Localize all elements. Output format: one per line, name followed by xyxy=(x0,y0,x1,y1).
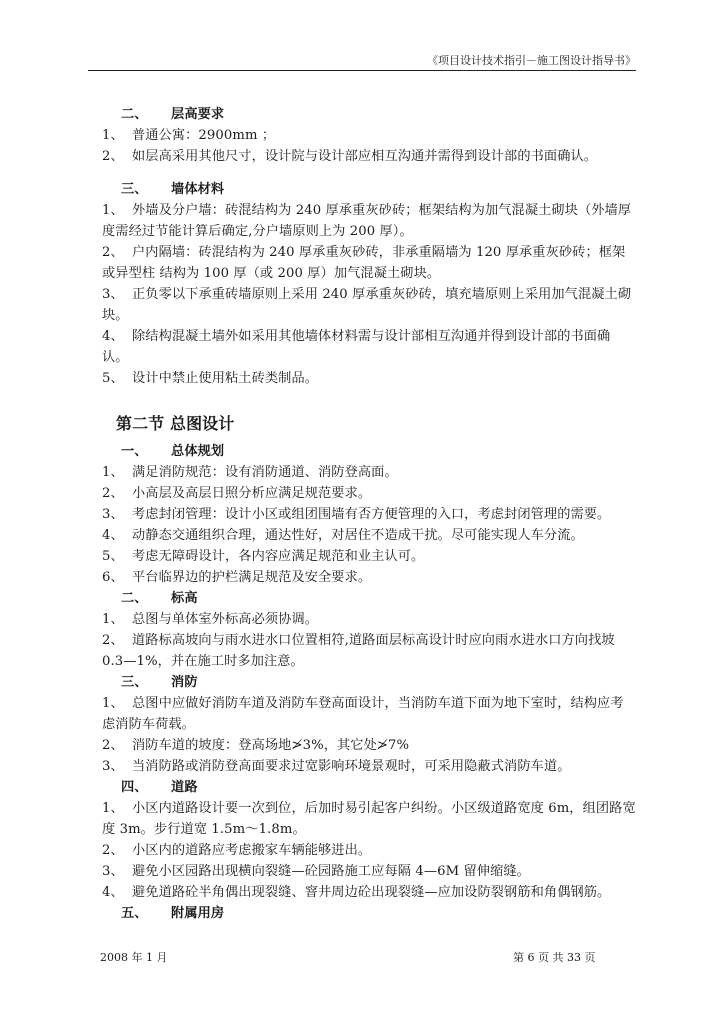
section-heading-floor-height xyxy=(88,104,636,125)
list-item: 3、 正负零以下承重砖墙原则上采用 240 厚承重灰砂砖，填充墙原则上采用加气混凝土砌块。 xyxy=(102,287,632,323)
list-item: 2、 道路标高坡向与雨水进水口位置相符,道路面层标高设计时应向雨水进水口方向找坡 0.3—1%，并在施工时多加注意。 xyxy=(102,633,615,669)
section-heading-wall-materials xyxy=(88,179,636,200)
subsection-heading-roads: 四、 道路 xyxy=(121,780,198,795)
heading-text: 墙体材料 xyxy=(171,182,225,197)
list-item: 3、 避免小区园路出现横向裂缝—砼园路施工应每隔 4—6M 留伸缩缝。 xyxy=(102,864,530,879)
heading-text: 层高要求 xyxy=(171,107,225,122)
list-item: 1、 总图与单体室外标高必须协调。 xyxy=(102,612,319,627)
chapter-title: 第二节 总图设计 xyxy=(116,414,235,433)
list-item: 2、 如层高采用其他尺寸，设计院与设计部应相互沟通并需得到设计部的书面确认。 xyxy=(102,149,598,164)
list-item: 1、 普通公寓：2900mm ； xyxy=(102,128,276,143)
document-title: 《项目设计技术指引－施工图设计指导书》 xyxy=(427,54,636,67)
list-item: 1、 总图中应做好消防车道及消防车登高面设计，当消防车道下面为地下室时，结构应考虑消防车荷载。 xyxy=(102,696,624,732)
list-item: 3、 当消防路或消防登高面要求过宽影响环境景观时，可采用隐蔽式消防车道。 xyxy=(102,759,571,774)
list-item: 4、 动静态交通组织合理，通达性好，对居住不造成干扰。尽可能实现人车分流。 xyxy=(102,528,584,543)
subsection-heading-ancillary-rooms: 五、 附属用房 xyxy=(121,906,225,921)
list-item: 3、 考虑封闭管理：设计小区或组团围墙有否方便管理的入口，考虑封闭管理的需要。 xyxy=(102,507,611,522)
list-item: 5、 考虑无障碍设计，各内容应满足规范和业主认可。 xyxy=(102,549,425,564)
page-body xyxy=(88,104,636,924)
list-item: 2、 小区内的道路应考虑搬家车辆能够进出。 xyxy=(102,843,372,858)
list-item: 2、 消防车道的坡度：登高场地≯3%，其它处≯7% xyxy=(102,738,410,753)
subsection-heading-master-planning: 一、 总体规划 xyxy=(121,444,225,459)
footer-date: 2008 年 1 月 xyxy=(100,951,168,964)
subsection-heading-elevation: 二、 标高 xyxy=(121,591,198,606)
list-item: 4、 避免道路砼半角偶出现裂缝、窨井周边砼出现裂缝—应加设防裂钢筋和角偶钢筋。 xyxy=(102,885,611,900)
list-item: 1、 小区内道路设计要一次到位，后加时易引起客户纠纷。小区级道路宽度 6m，组团路宽度 3m。步行道宽 1.5m～1.8m。 xyxy=(102,801,636,837)
footer-page-number: 第 6 页 共 33 页 xyxy=(513,951,596,964)
list-item: 1、 外墙及分户墙：砖混结构为 240 厚承重灰砂砖；框架结构为加气混凝土砌块（外墙厚度需经过节能计算后确定,分户墙原则上为 200 厚）。 xyxy=(102,203,632,239)
list-item: 2、 户内隔墙：砖混结构为 240 厚承重灰砂砖，非承重隔墙为 120 厚承重灰砂砖；框架或异型柱 结构为 100 厚（或 200 厚）加气混凝土砌块。 xyxy=(102,245,626,281)
list-item: 5、 设计中禁止使用粘土砖类制品。 xyxy=(102,371,319,386)
heading-number: 三、 xyxy=(121,182,148,197)
list-item: 1、 满足消防规范：设有消防通道、消防登高面。 xyxy=(102,465,398,480)
list-item: 2、 小高层及高层日照分析应满足规范要求。 xyxy=(102,486,372,501)
list-item: 4、 除结构混凝土墙外如采用其他墙体材料需与设计部相互沟通并得到设计部的书面确认。 xyxy=(102,329,611,365)
subsection-heading-fire-protection: 三、 消防 xyxy=(121,675,198,690)
running-header xyxy=(88,52,636,71)
list-item: 6、 平台临界边的护栏满足规范及安全要求。 xyxy=(102,570,372,585)
heading-number: 二、 xyxy=(121,107,148,122)
